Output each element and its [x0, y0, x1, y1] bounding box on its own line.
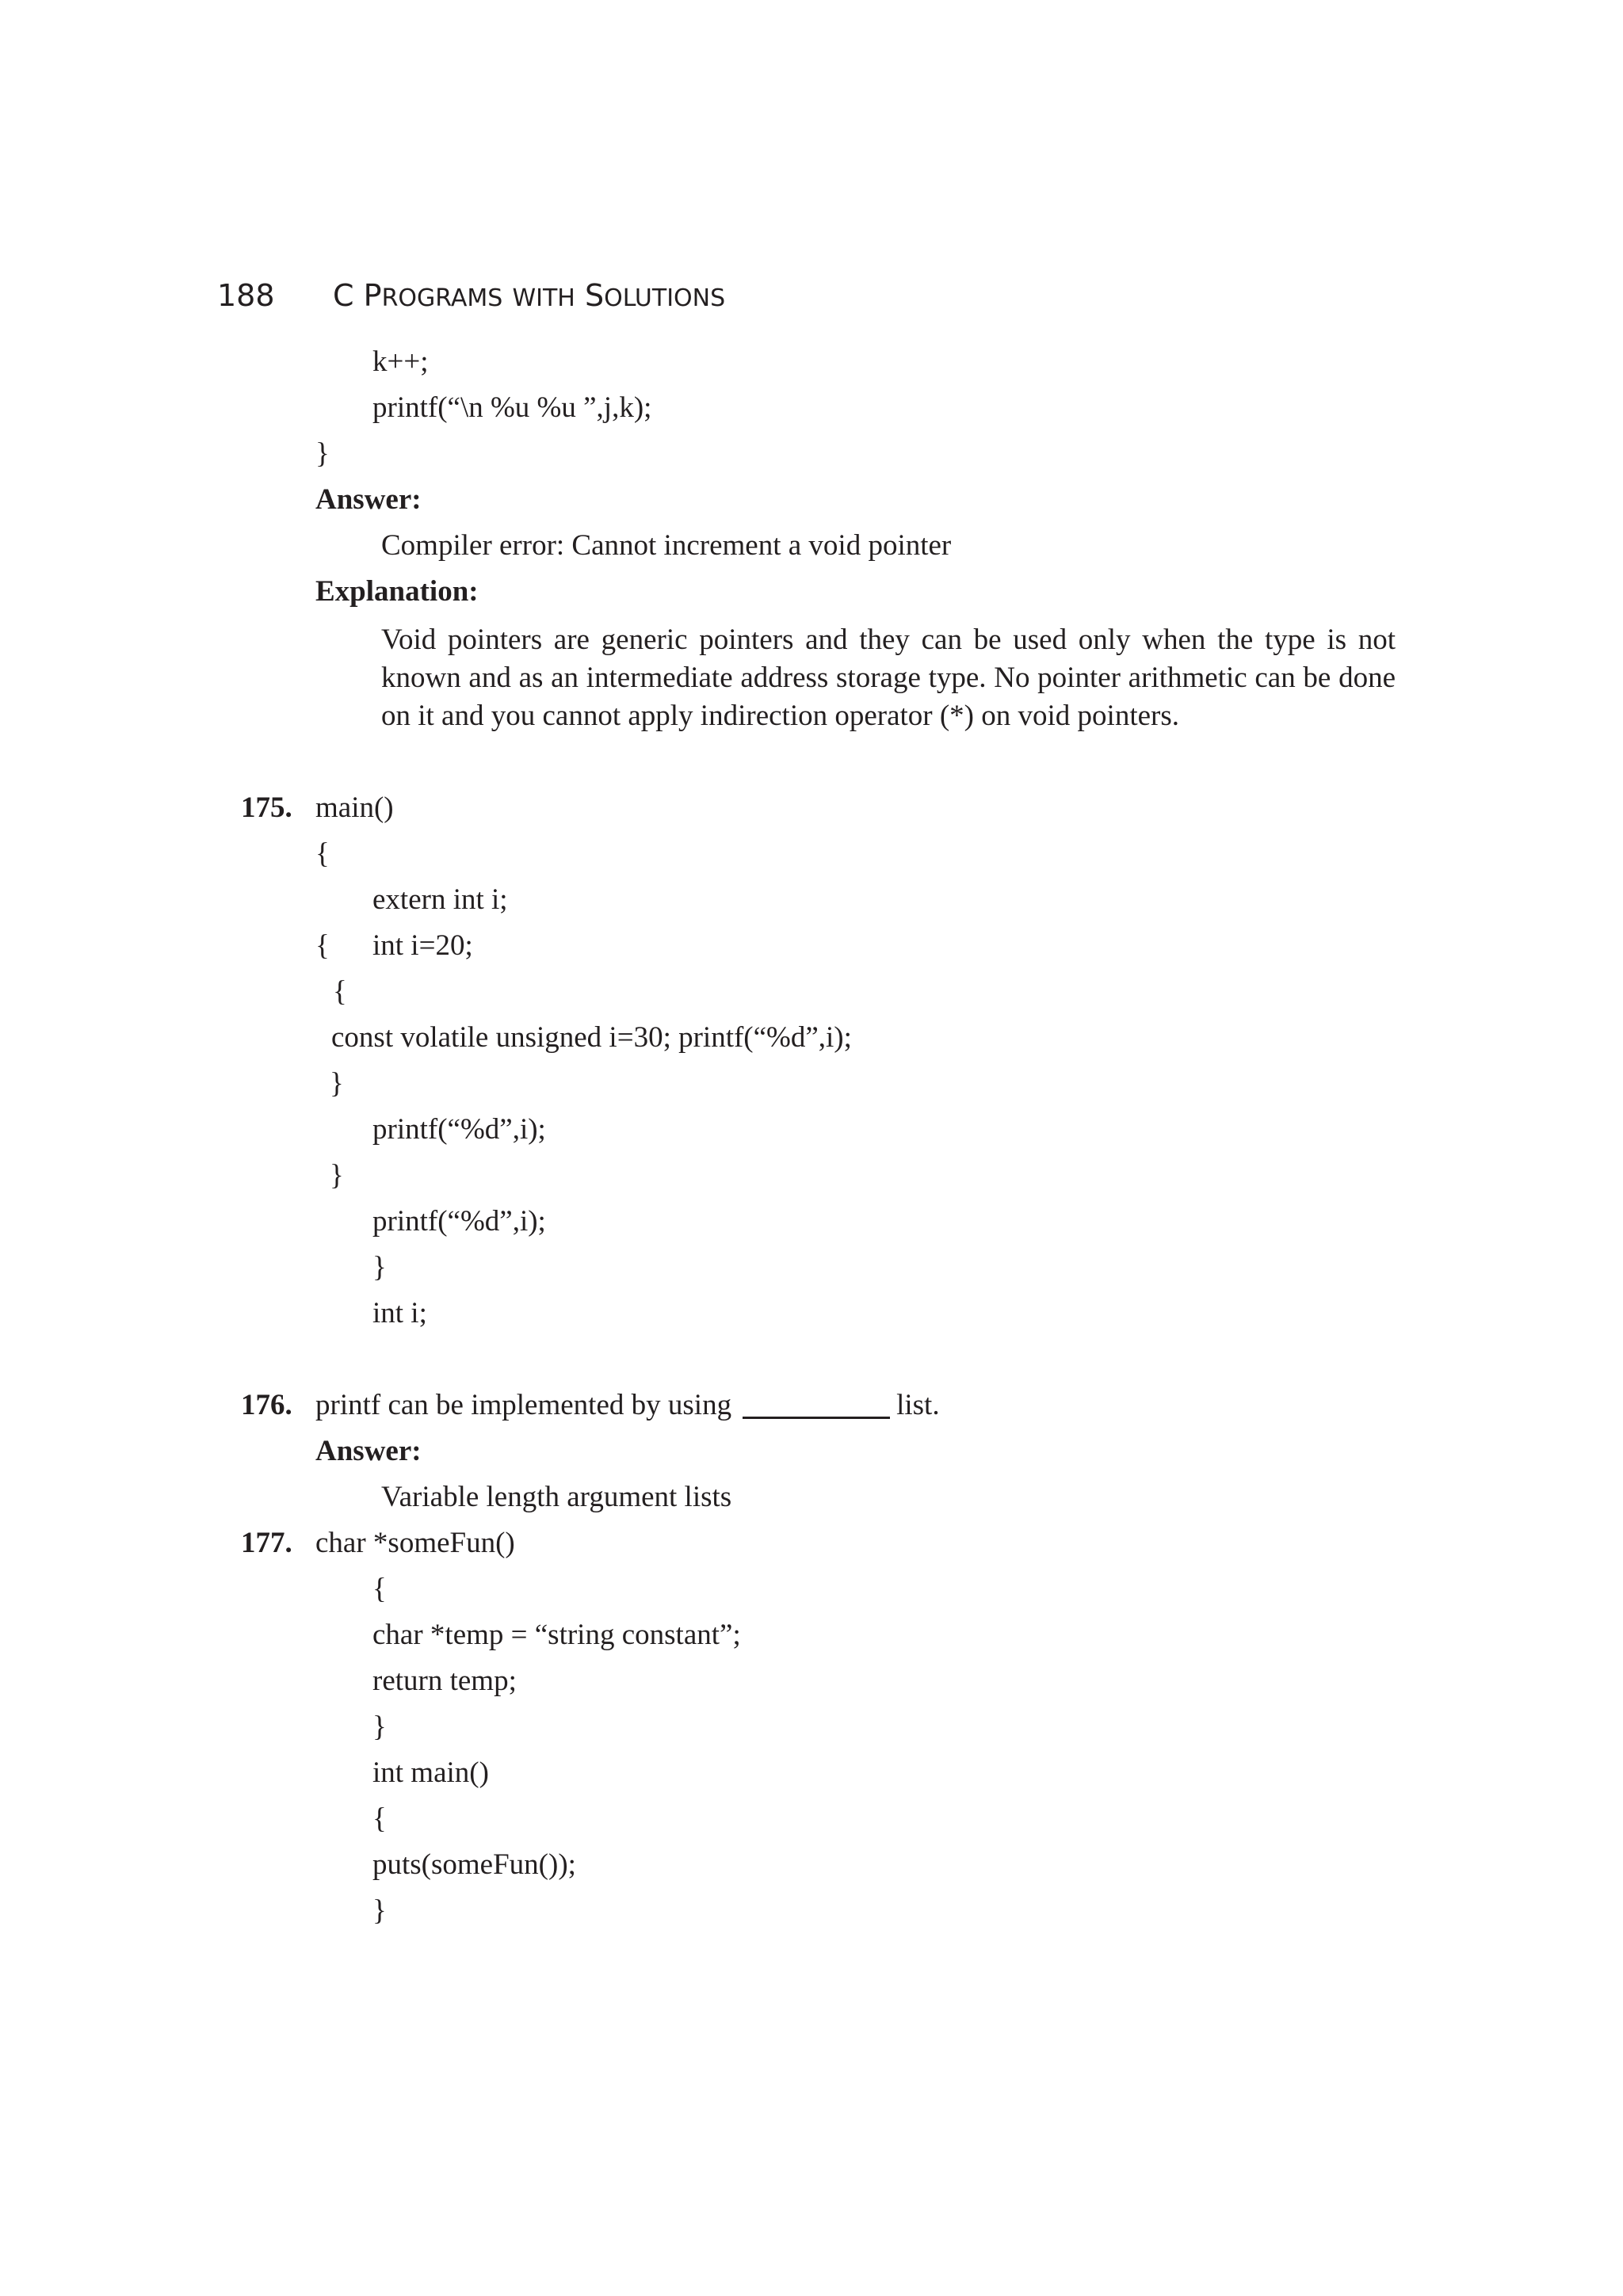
explanation-text — [381, 621, 1396, 735]
question-number: 175. — [241, 791, 292, 824]
code-line: const volatile unsigned i=30; printf(“%d”,i); — [331, 1021, 852, 1054]
fill-in-blank — [743, 1417, 890, 1419]
code-line: printf(“%d”,i); — [372, 1113, 546, 1146]
code-line: } — [372, 1894, 387, 1927]
code-line: } — [372, 1711, 387, 1743]
code-line: { — [315, 929, 330, 962]
explanation-line: on it and you cannot apply indirection operator (*) on void pointers. — [381, 700, 1179, 732]
code-line: k++; — [372, 345, 429, 378]
code-line: } — [315, 437, 330, 470]
code-line: { — [372, 1802, 387, 1835]
answer-text: Variable length argument lists — [381, 1481, 732, 1513]
code-line: int main() — [372, 1756, 489, 1789]
question-number: 177. — [241, 1527, 292, 1559]
explanation-line: known and as an intermediate address storage type. No pointer arithmetic can be done — [381, 662, 1396, 694]
explanation-label: Explanation: — [315, 575, 479, 608]
explanation-line: Void pointers are generic pointers and they can be used only when the type is not — [381, 624, 1396, 656]
code-line: printf(“\n %u %u ”,j,k); — [372, 391, 652, 424]
page-number: 188 — [217, 278, 275, 313]
code-line: puts(someFun()); — [372, 1848, 576, 1881]
code-line: return temp; — [372, 1665, 517, 1697]
code-line: int i; — [372, 1297, 427, 1329]
question-text: printf can be implemented by using list. — [315, 1389, 940, 1421]
answer-label: Answer: — [315, 483, 422, 516]
code-line: } — [330, 1159, 344, 1192]
code-line: main() — [315, 791, 394, 824]
code-line: printf(“%d”,i); — [372, 1205, 546, 1238]
code-line: char *someFun() — [315, 1527, 515, 1559]
answer-text: Compiler error: Cannot increment a void pointer — [381, 529, 952, 562]
code-line: { — [333, 975, 347, 1008]
code-line: { — [315, 837, 330, 870]
question-number: 176. — [241, 1389, 292, 1421]
code-line: char *temp = “string constant”; — [372, 1619, 741, 1651]
code-line: int i=20; — [372, 929, 473, 962]
code-line: } — [372, 1251, 387, 1283]
code-line: } — [330, 1067, 344, 1100]
running-title: C PROGRAMS WITH SOLUTIONS — [333, 278, 726, 313]
code-line: { — [372, 1573, 387, 1605]
answer-label: Answer: — [315, 1435, 422, 1467]
code-line: extern int i; — [372, 883, 508, 916]
